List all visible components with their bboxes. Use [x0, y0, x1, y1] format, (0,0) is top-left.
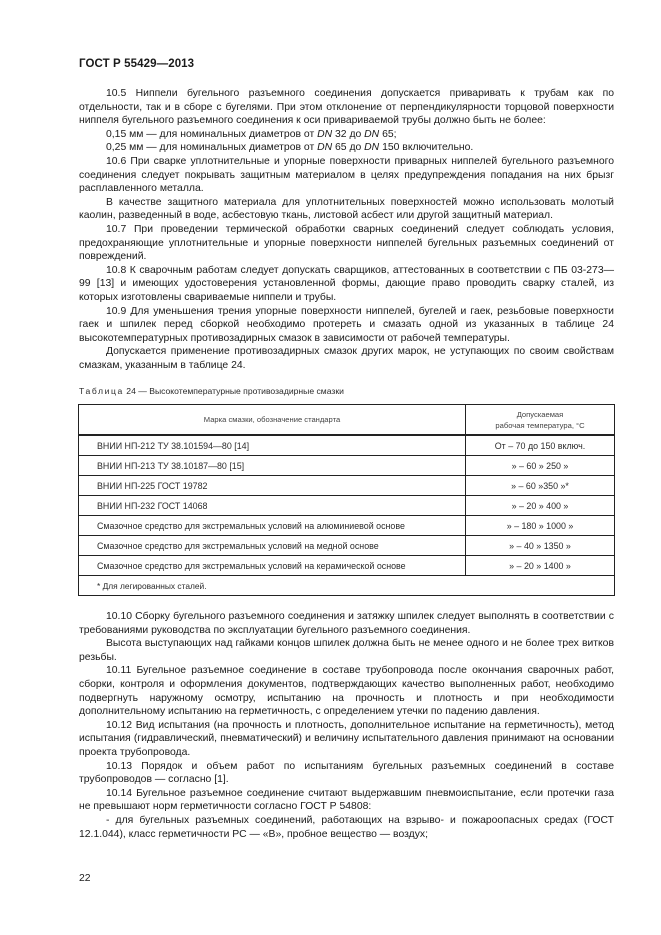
paragraph-10-10-continued: Высота выступающих над гайками концов шпилек должна быть не менее одного и не более трех витков резьбы.: [79, 638, 614, 663]
cell-temperature: » – 180 » 1000 »: [466, 516, 615, 536]
column-header-temperature: Допускаемая рабочая температура, °С: [466, 405, 615, 436]
paragraph-10-6-continued: В качестве защитного материала для уплотнительных поверхностей можно использовать молотый каолин, разведенный в воде, асбестовую ткань, листовой асбест или другой защитный материал.: [79, 196, 614, 222]
paragraph-10-10: 10.10 Сборку бугельного разъемного соединения и затяжку шпилек следует выполнять в соответствии с требованиями руководства по эксплуатации бугельного разъемного соединения.: [79, 611, 614, 636]
text-block-top: [79, 87, 614, 372]
cell-grade: ВНИИ НП-212 ТУ 38.101594—80 [14]: [79, 435, 466, 456]
table-footnote-row: [79, 576, 615, 596]
cell-grade: Смазочное средство для экстремальных условий на медной основе: [79, 536, 466, 556]
table-row: [79, 516, 615, 536]
cell-temperature: » – 60 »350 »*: [466, 476, 615, 496]
cell-grade: Смазочное средство для экстремальных условий на алюминиевой основе: [79, 516, 466, 536]
table-caption: Таблица 24 — Высокотемпературные противозадирные смазки: [79, 386, 344, 396]
paragraph-10-5: 10.5 Ниппели бугельного разъемного соединения допускается приваривать к трубам как по отдельности, так и в сборе с бугелями. При этом отклонение от перпендикулярности торцовой поверхности ниппеля бугельного разъемного соединения к оси привариваемой трубы должно быть не более:: [79, 88, 614, 127]
table-header-row: [79, 405, 615, 436]
paragraph-10-6: 10.6 При сварке уплотнительные и упорные поверхности приварных ниппелей бугельного разъемного соединения следует покрывать защитным материалом в целях предупреждения попадания на них брызг расплавленного металла.: [79, 155, 614, 195]
cell-temperature: От – 70 до 150 включ.: [466, 435, 615, 456]
paragraph-10-8: 10.8 К сварочным работам следует допускать сварщиков, аттестованных в соответствии с ПБ 03-273—99 [13] и имеющих удостоверения установленной формы, дающие право проводить сварку сталей, из которых изготовлены свариваемые ниппели и трубы.: [79, 264, 614, 303]
cell-grade: Смазочное средство для экстремальных условий на керамической основе: [79, 556, 466, 576]
column-header-grade: Марка смазки, обозначение стандарта: [79, 405, 466, 436]
paragraph-10-12: 10.12 Вид испытания (на прочность и плотность, дополнительное испытание на герметичность), метод испытания (гидравлический, пневматический) и величину испытательного давления принимают на основании проекта трубопровода.: [79, 719, 614, 758]
page-header-title: ГОСТ Р 55429—2013: [79, 58, 195, 70]
table-footnote: * Для легированных сталей.: [79, 576, 615, 596]
paragraph-10-9-continued: Допускается применение противозадирных смазок других марок, не уступающих по своим свойствам смазкам, указанным в таблице 24.: [79, 346, 614, 371]
paragraph-10-5-item-b: 0,25 мм — для номинальных диаметров от DN 65 до DN 150 включительно.: [106, 142, 474, 154]
cell-grade: ВНИИ НП-213 ТУ 38.10187—80 [15]: [79, 456, 466, 476]
table-row: [79, 556, 615, 576]
cell-grade: ВНИИ НП-225 ГОСТ 19782: [79, 476, 466, 496]
table-row: [79, 496, 615, 516]
page-number: 22: [79, 873, 91, 884]
paragraph-10-9: 10.9 Для уменьшения трения упорные поверхности ниппелей, бугелей и гаек, резьбовые поверхности гаек и шпилек перед сборкой необходимо протереть и смазать одной из указанных в таблице 24 высокотемпературных противозадирных смазок в зависимости от рабочей температуры.: [79, 305, 614, 344]
paragraph-10-13: 10.13 Порядок и объем работ по испытаниям бугельных разъемных соединений в составе трубопроводов — согласно [1].: [79, 760, 614, 786]
lubricants-table: [78, 404, 615, 596]
paragraph-10-11: 10.11 Бугельное разъемное соединение в составе трубопровода после окончания сварочных работ, сборки, контроля и оформления документов, подтверждающих качество выполненных работ, необходимо подвергнуть наружному осмотру, испытанию на прочность и плотность и при необходимости дополнительному испытанию на герметичность, с определением утечки по падению давления.: [79, 665, 614, 718]
table-row: [79, 435, 615, 456]
text-block-bottom: [79, 610, 614, 841]
cell-temperature: » – 20 » 1400 »: [466, 556, 615, 576]
table-row: [79, 476, 615, 496]
cell-temperature: » – 20 » 400 »: [466, 496, 615, 516]
cell-temperature: » – 40 » 1350 »: [466, 536, 615, 556]
paragraph-10-14: 10.14 Бугельное разъемное соединение считают выдержавшим пневмоиспытание, если протечки газа не превышают норм герметичности согласно ГОСТ Р 54808:: [79, 787, 614, 813]
paragraph-10-7: 10.7 При проведении термической обработки сварных соединений следует соблюдать условия, предохраняющие уплотнительные и упорные поверхности ниппелей бугельных разъемных соединений от повреждений.: [79, 223, 614, 263]
table-row: [79, 456, 615, 476]
cell-temperature: » – 60 » 250 »: [466, 456, 615, 476]
paragraph-10-5-item-a: 0,15 мм — для номинальных диаметров от DN 32 до DN 65;: [106, 128, 397, 140]
cell-grade: ВНИИ НП-232 ГОСТ 14068: [79, 496, 466, 516]
table-row: [79, 536, 615, 556]
paragraph-10-14-item: - для бугельных разъемных соединений, работающих на взрыво- и пожароопасных средах (ГОСТ 12.1.044), класс герметичности РС — «В», пробное вещество — воздух;: [79, 814, 614, 840]
